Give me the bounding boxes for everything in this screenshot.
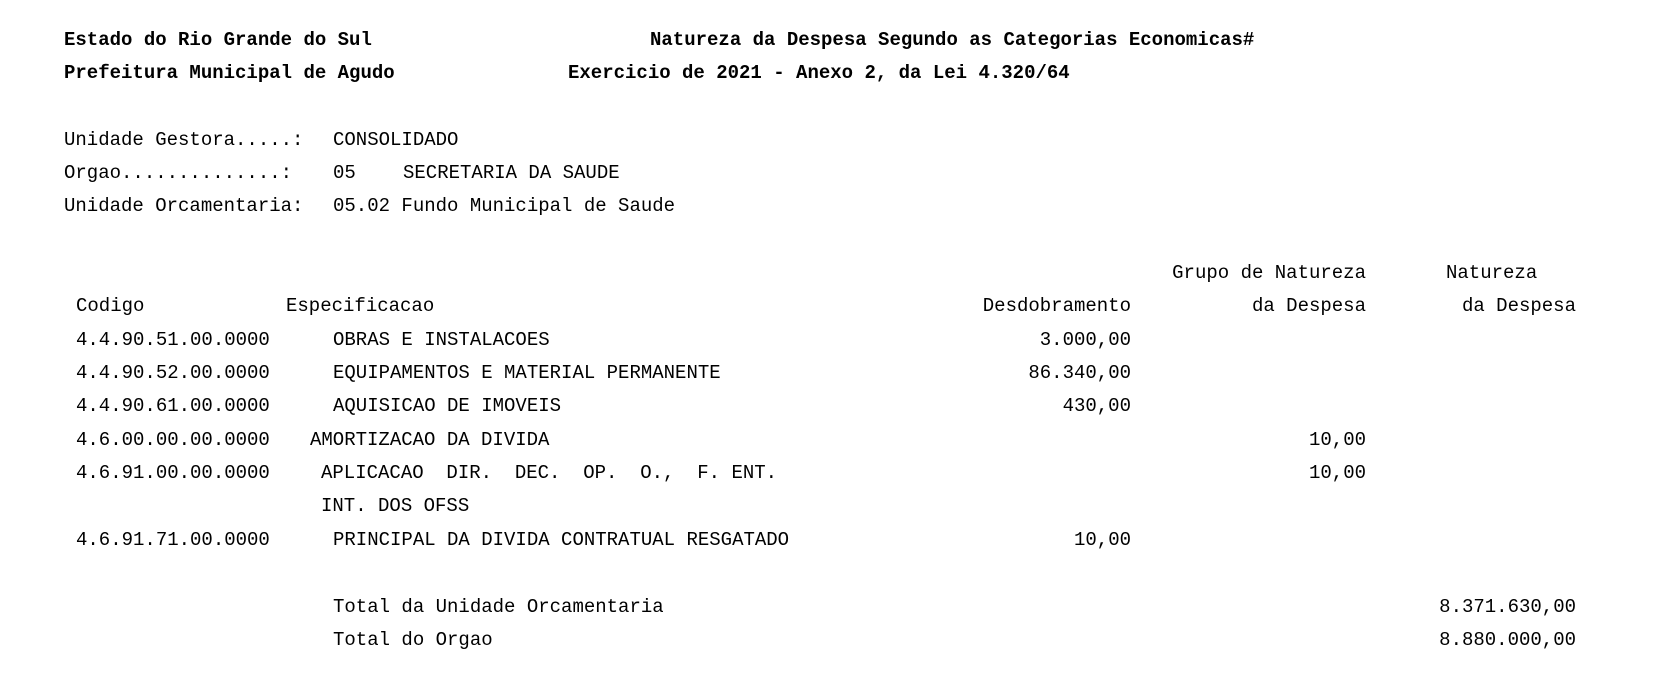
row-especificacao: APLICACAO DIR. DEC. OP. O., F. ENT. bbox=[321, 462, 778, 484]
row-codigo: 4.6.91.71.00.0000 bbox=[76, 529, 270, 551]
report-subtitle: Exercicio de 2021 - Anexo 2, da Lei 4.320/64 bbox=[568, 62, 1070, 84]
orgao-code: 05 bbox=[333, 162, 356, 184]
unidade-orcamentaria-label: Unidade Orcamentaria: bbox=[64, 195, 304, 217]
row-especificacao: OBRAS E INSTALACOES bbox=[333, 329, 550, 351]
total-orgao-value: 8.880.000,00 bbox=[1439, 629, 1576, 651]
total-unidade-orcamentaria-value: 8.371.630,00 bbox=[1439, 596, 1576, 618]
row-codigo: 4.4.90.51.00.0000 bbox=[76, 329, 270, 351]
col-desdobramento-header: Desdobramento bbox=[982, 295, 1131, 317]
total-unidade-orcamentaria-label: Total da Unidade Orcamentaria bbox=[333, 596, 664, 618]
unidade-gestora-value: CONSOLIDADO bbox=[333, 129, 459, 151]
row-desdobramento: 86.340,00 bbox=[1028, 362, 1131, 384]
row-especificacao: AMORTIZACAO DA DIVIDA bbox=[310, 429, 550, 451]
row-especificacao: AQUISICAO DE IMOVEIS bbox=[333, 395, 562, 417]
col-natureza-header-line2: da Despesa bbox=[1461, 295, 1576, 317]
row-desdobramento: 430,00 bbox=[1062, 395, 1131, 417]
state-name: Estado do Rio Grande do Sul bbox=[64, 29, 372, 51]
col-grupo-header-line1: Grupo de Natureza bbox=[1172, 262, 1366, 284]
orgao-label: Orgao..............: bbox=[64, 162, 293, 184]
row-grupo-natureza: 10,00 bbox=[1308, 462, 1366, 484]
row-codigo: 4.4.90.61.00.0000 bbox=[76, 395, 270, 417]
row-especificacao: EQUIPAMENTOS E MATERIAL PERMANENTE bbox=[333, 362, 721, 384]
row-grupo-natureza: 10,00 bbox=[1308, 429, 1366, 451]
row-especificacao: PRINCIPAL DA DIVIDA CONTRATUAL RESGATADO bbox=[333, 529, 790, 551]
row-desdobramento: 10,00 bbox=[1073, 529, 1131, 551]
municipality-name: Prefeitura Municipal de Agudo bbox=[64, 62, 395, 84]
total-orgao-label: Total do Orgao bbox=[333, 629, 493, 651]
row-codigo: 4.6.00.00.00.0000 bbox=[76, 429, 270, 451]
row-codigo: 4.6.91.00.00.0000 bbox=[76, 462, 270, 484]
orgao-name: SECRETARIA DA SAUDE bbox=[403, 162, 620, 184]
col-especificacao-header: Especificacao bbox=[286, 295, 435, 317]
row-codigo: 4.4.90.52.00.0000 bbox=[76, 362, 270, 384]
row-desdobramento: 3.000,00 bbox=[1039, 329, 1131, 351]
col-codigo-header: Codigo bbox=[76, 295, 145, 317]
unidade-gestora-label: Unidade Gestora.....: bbox=[64, 129, 304, 151]
unidade-orcamentaria-value: 05.02 Fundo Municipal de Saude bbox=[333, 195, 676, 217]
col-grupo-header-line2: da Despesa bbox=[1251, 295, 1366, 317]
col-natureza-header-line1: Natureza bbox=[1446, 262, 1538, 284]
row-especificacao-continuation: INT. DOS OFSS bbox=[321, 495, 470, 517]
report-title: Natureza da Despesa Segundo as Categorias Economicas# bbox=[650, 29, 1255, 51]
